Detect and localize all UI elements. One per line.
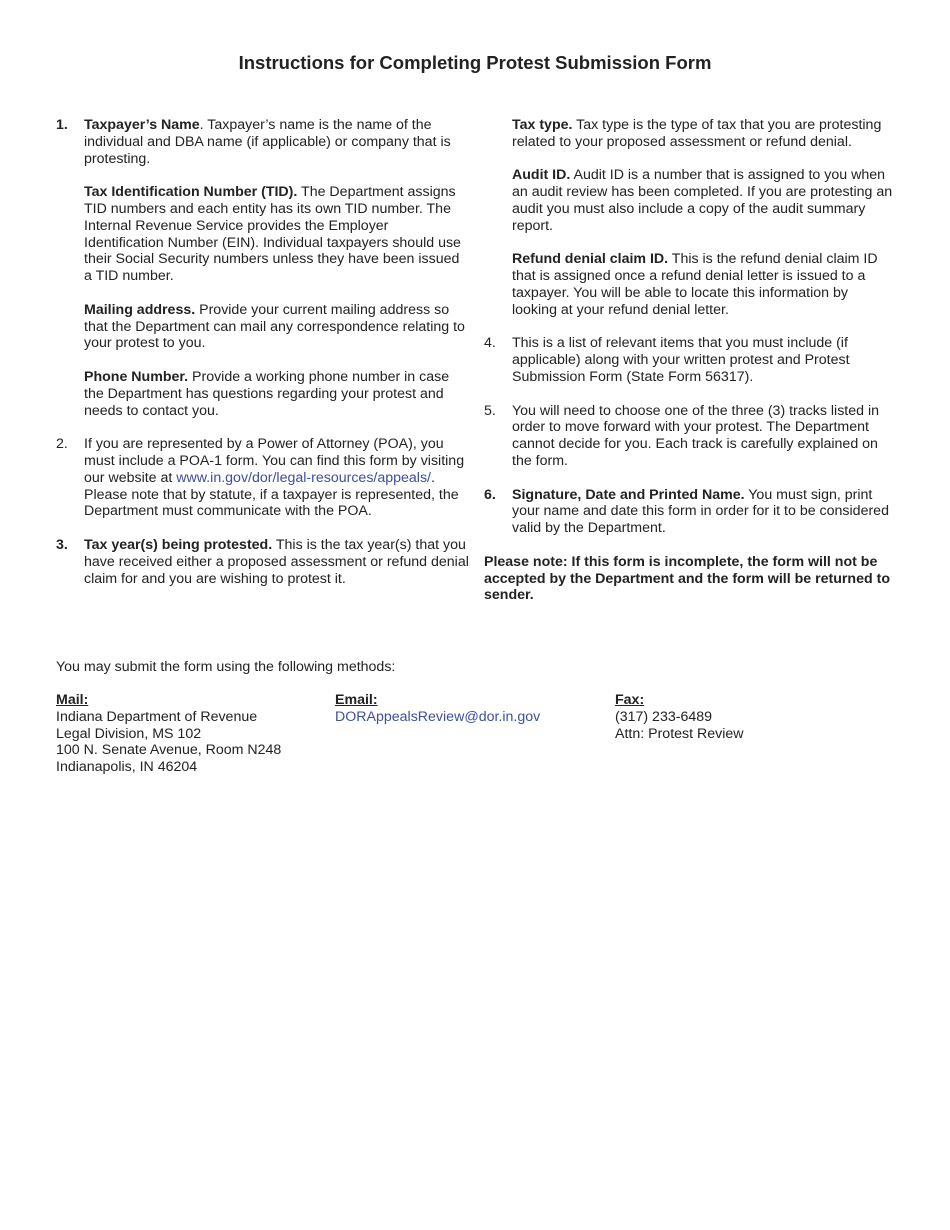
taxpayer-name-label: Taxpayer’s Name [84, 117, 200, 133]
fax-attention: Attn: Protest Review [615, 725, 744, 742]
taxpayer-name-paragraph [84, 117, 470, 167]
tax-year-paragraph [84, 537, 470, 587]
tax-type-paragraph [512, 117, 896, 151]
phone-number-text: Provide a working phone number in case the Department has questions regarding your protest and needs to contact you. [84, 368, 450, 419]
instruction-item-2 [56, 436, 470, 520]
instruction-item-5 [484, 403, 896, 470]
submission-intro: You may submit the form using the following methods: [56, 659, 396, 675]
tax-type-text: Tax type is the type of tax that you are protesting related to your proposed assessment or refund denial. [512, 117, 882, 150]
tid-text: The Department assigns TID numbers and each entity has its own TID number. The Internal Revenue Service provides the Employer Identification Number (EIN). Individual taxpayers should use their Social Security numbers unless they have been issued a TID number. [84, 184, 461, 285]
item-number: 4. [484, 335, 496, 352]
instruction-item-6 [484, 487, 896, 537]
item-number: 6. [484, 486, 496, 503]
item-number: 2. [56, 436, 68, 453]
mailing-address-paragraph [84, 302, 470, 352]
relevant-items-paragraph: This is a list of relevant items that you must include (if applicable) along with your written protest and Protest Submission Form (State Form 56317). [512, 335, 850, 385]
audit-id-paragraph [512, 167, 896, 234]
email-contact-block [335, 692, 540, 726]
signature-text: You must sign, print your name and date this form in order for it to be considered valid by the Department. [512, 486, 889, 537]
phone-number-paragraph [84, 369, 470, 419]
incomplete-form-note: Please note: If this form is incomplete, the form will not be accepted by the Department and the form will be returned to sender. [484, 553, 890, 604]
refund-id-label: Refund denial claim ID. [512, 251, 669, 268]
tax-type-label: Tax type. [512, 117, 573, 133]
mail-address-line: 100 N. Senate Avenue, Room N248 [56, 742, 282, 759]
phone-number-label: Phone Number. [84, 368, 189, 385]
poa-text-before: If you are represented by a Power of Attorney (POA), you must include a POA-1 form. You can find this form by visiting our website at [84, 436, 465, 486]
tracks-paragraph: You will need to choose one of the three (3) tracks listed in order to move forward with your protest. The Department cannot decide for you. Each track is carefully explained on the form. [512, 402, 879, 469]
taxpayer-name-text: . Taxpayer’s name is the name of the individual and DBA name (if applicable) or company that is protesting. [84, 117, 451, 167]
email-heading: Email: [335, 692, 378, 708]
tax-year-label: Tax year(s) being protested. [84, 536, 273, 553]
mail-address-line: Legal Division, MS 102 [56, 725, 202, 742]
left-column [56, 117, 470, 604]
tid-paragraph [84, 184, 470, 285]
mailing-address-label: Mailing address. [84, 301, 196, 318]
mail-heading: Mail: [56, 692, 89, 708]
page-title: Instructions for Completing Protest Submission Form [238, 52, 712, 73]
audit-id-label: Audit ID. [512, 167, 571, 184]
item-3-continued [484, 117, 896, 319]
appeals-website-link[interactable]: www.in.gov/dor/legal-resources/appeals/ [176, 469, 431, 486]
poa-paragraph [84, 436, 470, 520]
mail-contact-block [56, 692, 281, 776]
fax-contact-block [615, 692, 744, 742]
mail-address-line: Indiana Department of Revenue [56, 708, 258, 725]
instruction-item-4 [484, 335, 896, 385]
signature-label: Signature, Date and Printed Name. [512, 486, 745, 503]
email-address-link[interactable]: DORAppealsReview@dor.in.gov [335, 708, 541, 725]
audit-id-text: Audit ID is a number that is assigned to you when an audit review has been completed. If you are protesting an audit you must also include a copy of the audit summary report. [512, 167, 893, 234]
fax-number: (317) 233-6489 [615, 708, 713, 725]
refund-id-paragraph [512, 251, 896, 318]
mailing-address-text: Provide your current mailing address so that the Department can mail any correspondence relating to your protest to you. [84, 301, 465, 352]
refund-id-text: This is the refund denial claim ID that is assigned once a refund denial letter is issued to a taxpayer. You will be able to locate this information by looking at your refund denial letter. [512, 251, 878, 318]
tid-label: Tax Identification Number (TID). [84, 184, 298, 201]
tax-year-text: This is the tax year(s) that you have received either a proposed assessment or refund denial claim for and you are wishing to protest it. [84, 536, 469, 587]
poa-text-after: . Please note that by statute, if a taxpayer is represented, the Department must communicate with the POA. [84, 469, 459, 520]
right-column [484, 117, 896, 604]
fax-heading: Fax: [615, 692, 645, 708]
mail-address-line: Indianapolis, IN 46204 [56, 759, 198, 776]
instruction-item-3 [56, 537, 470, 587]
signature-paragraph [512, 487, 896, 537]
item-number: 1. [56, 117, 68, 133]
item-number: 5. [484, 402, 496, 419]
instruction-item-1 [56, 117, 470, 419]
item-number: 3. [56, 536, 68, 553]
